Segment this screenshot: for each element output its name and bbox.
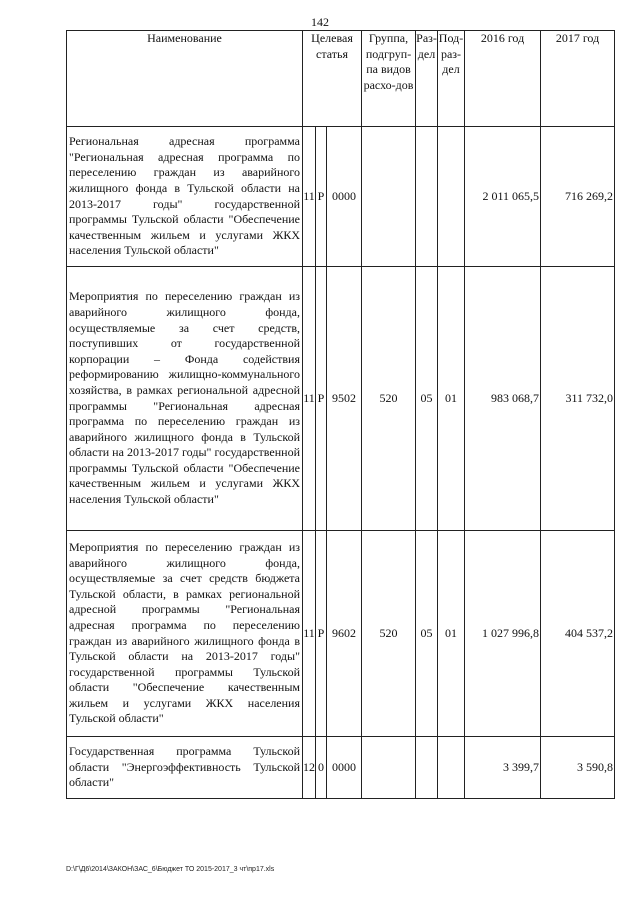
podrazdel xyxy=(438,127,465,267)
table-row xyxy=(67,737,615,799)
amount-2016: 3 399,7 xyxy=(465,737,541,799)
expense-group xyxy=(362,737,416,799)
razdel xyxy=(416,127,438,267)
code-subprogram: Р xyxy=(316,267,327,531)
podrazdel: 01 xyxy=(438,267,465,531)
header-name: Наименование xyxy=(67,31,303,127)
code-program: 11 xyxy=(303,531,316,737)
expense-group: 520 xyxy=(362,267,416,531)
code-program: 12 xyxy=(303,737,316,799)
amount-2016: 983 068,7 xyxy=(465,267,541,531)
razdel: 05 xyxy=(416,531,438,737)
row-name: Мероприятия по переселению граждан из аварийного жилищного фонда, осуществляемые за счет средств, поступивших от государственной корпорации – Фонда содействия реформированию жилищно-коммунального хозяйства, в рамках региональной адресной программы "Региональная адресная программа по переселению граждан из аварийного жилищного фонда в Тульской области на 2013-2017 годы" государственной программы Тульской области "Обеспечение качественным жильем и услугами ЖКХ населения Тульской области" xyxy=(67,267,303,531)
expense-group xyxy=(362,127,416,267)
page-number: 142 xyxy=(311,15,329,29)
amount-2017: 3 590,8 xyxy=(541,737,615,799)
header-razdel: Раз-дел xyxy=(416,31,438,127)
code-subprogram: 0 xyxy=(316,737,327,799)
header-2017: 2017 год xyxy=(541,31,615,127)
header-expense-group: Группа, подгруп-па видов расхо-дов xyxy=(362,31,416,127)
code-direction: 0000 xyxy=(327,127,362,267)
amount-2016: 1 027 996,8 xyxy=(465,531,541,737)
budget-table xyxy=(66,30,615,799)
amount-2017: 311 732,0 xyxy=(541,267,615,531)
table-row xyxy=(67,127,615,267)
code-program: 11 xyxy=(303,127,316,267)
code-direction: 9502 xyxy=(327,267,362,531)
row-name: Государственная программа Тульской области "Энергоэффективность Тульской области" xyxy=(67,737,303,799)
header-podrazdel: Под-раз-дел xyxy=(438,31,465,127)
razdel xyxy=(416,737,438,799)
row-name: Мероприятия по переселению граждан из аварийного жилищного фонда, осуществляемые за счет средств бюджета Тульской области, в рамках региональной адресной программы "Региональная адресная программа по переселению граждан из аварийного жилищного фонда в Тульской области на 2013-2017 годы" государственной программы Тульской области "Обеспечение качественным жильем и услугами ЖКХ населения Тульской области" xyxy=(67,531,303,737)
amount-2016: 2 011 065,5 xyxy=(465,127,541,267)
code-direction: 0000 xyxy=(327,737,362,799)
file-path-footer: D:\Г\Д6\2014\ЗАКОН\ЗАС_6\Бюджет ТО 2015-2017_3 чт\пр17.xls xyxy=(66,866,275,873)
code-subprogram: Р xyxy=(316,531,327,737)
amount-2017: 716 269,2 xyxy=(541,127,615,267)
table-header-row xyxy=(67,31,615,127)
code-program: 11 xyxy=(303,267,316,531)
table-row xyxy=(67,267,615,531)
code-direction: 9602 xyxy=(327,531,362,737)
amount-2017: 404 537,2 xyxy=(541,531,615,737)
code-subprogram: Р xyxy=(316,127,327,267)
podrazdel: 01 xyxy=(438,531,465,737)
podrazdel xyxy=(438,737,465,799)
header-2016: 2016 год xyxy=(465,31,541,127)
table-row xyxy=(67,531,615,737)
row-name: Региональная адресная программа "Региональная адресная программа по переселению граждан из аварийного жилищного фонда в Тульской области на 2013-2017 годы" государственной программы Тульской области "Обеспечение качественным жильем и услугами ЖКХ населения Тульской области" xyxy=(67,127,303,267)
razdel: 05 xyxy=(416,267,438,531)
expense-group: 520 xyxy=(362,531,416,737)
header-target-article: Целевая статья xyxy=(303,31,362,127)
